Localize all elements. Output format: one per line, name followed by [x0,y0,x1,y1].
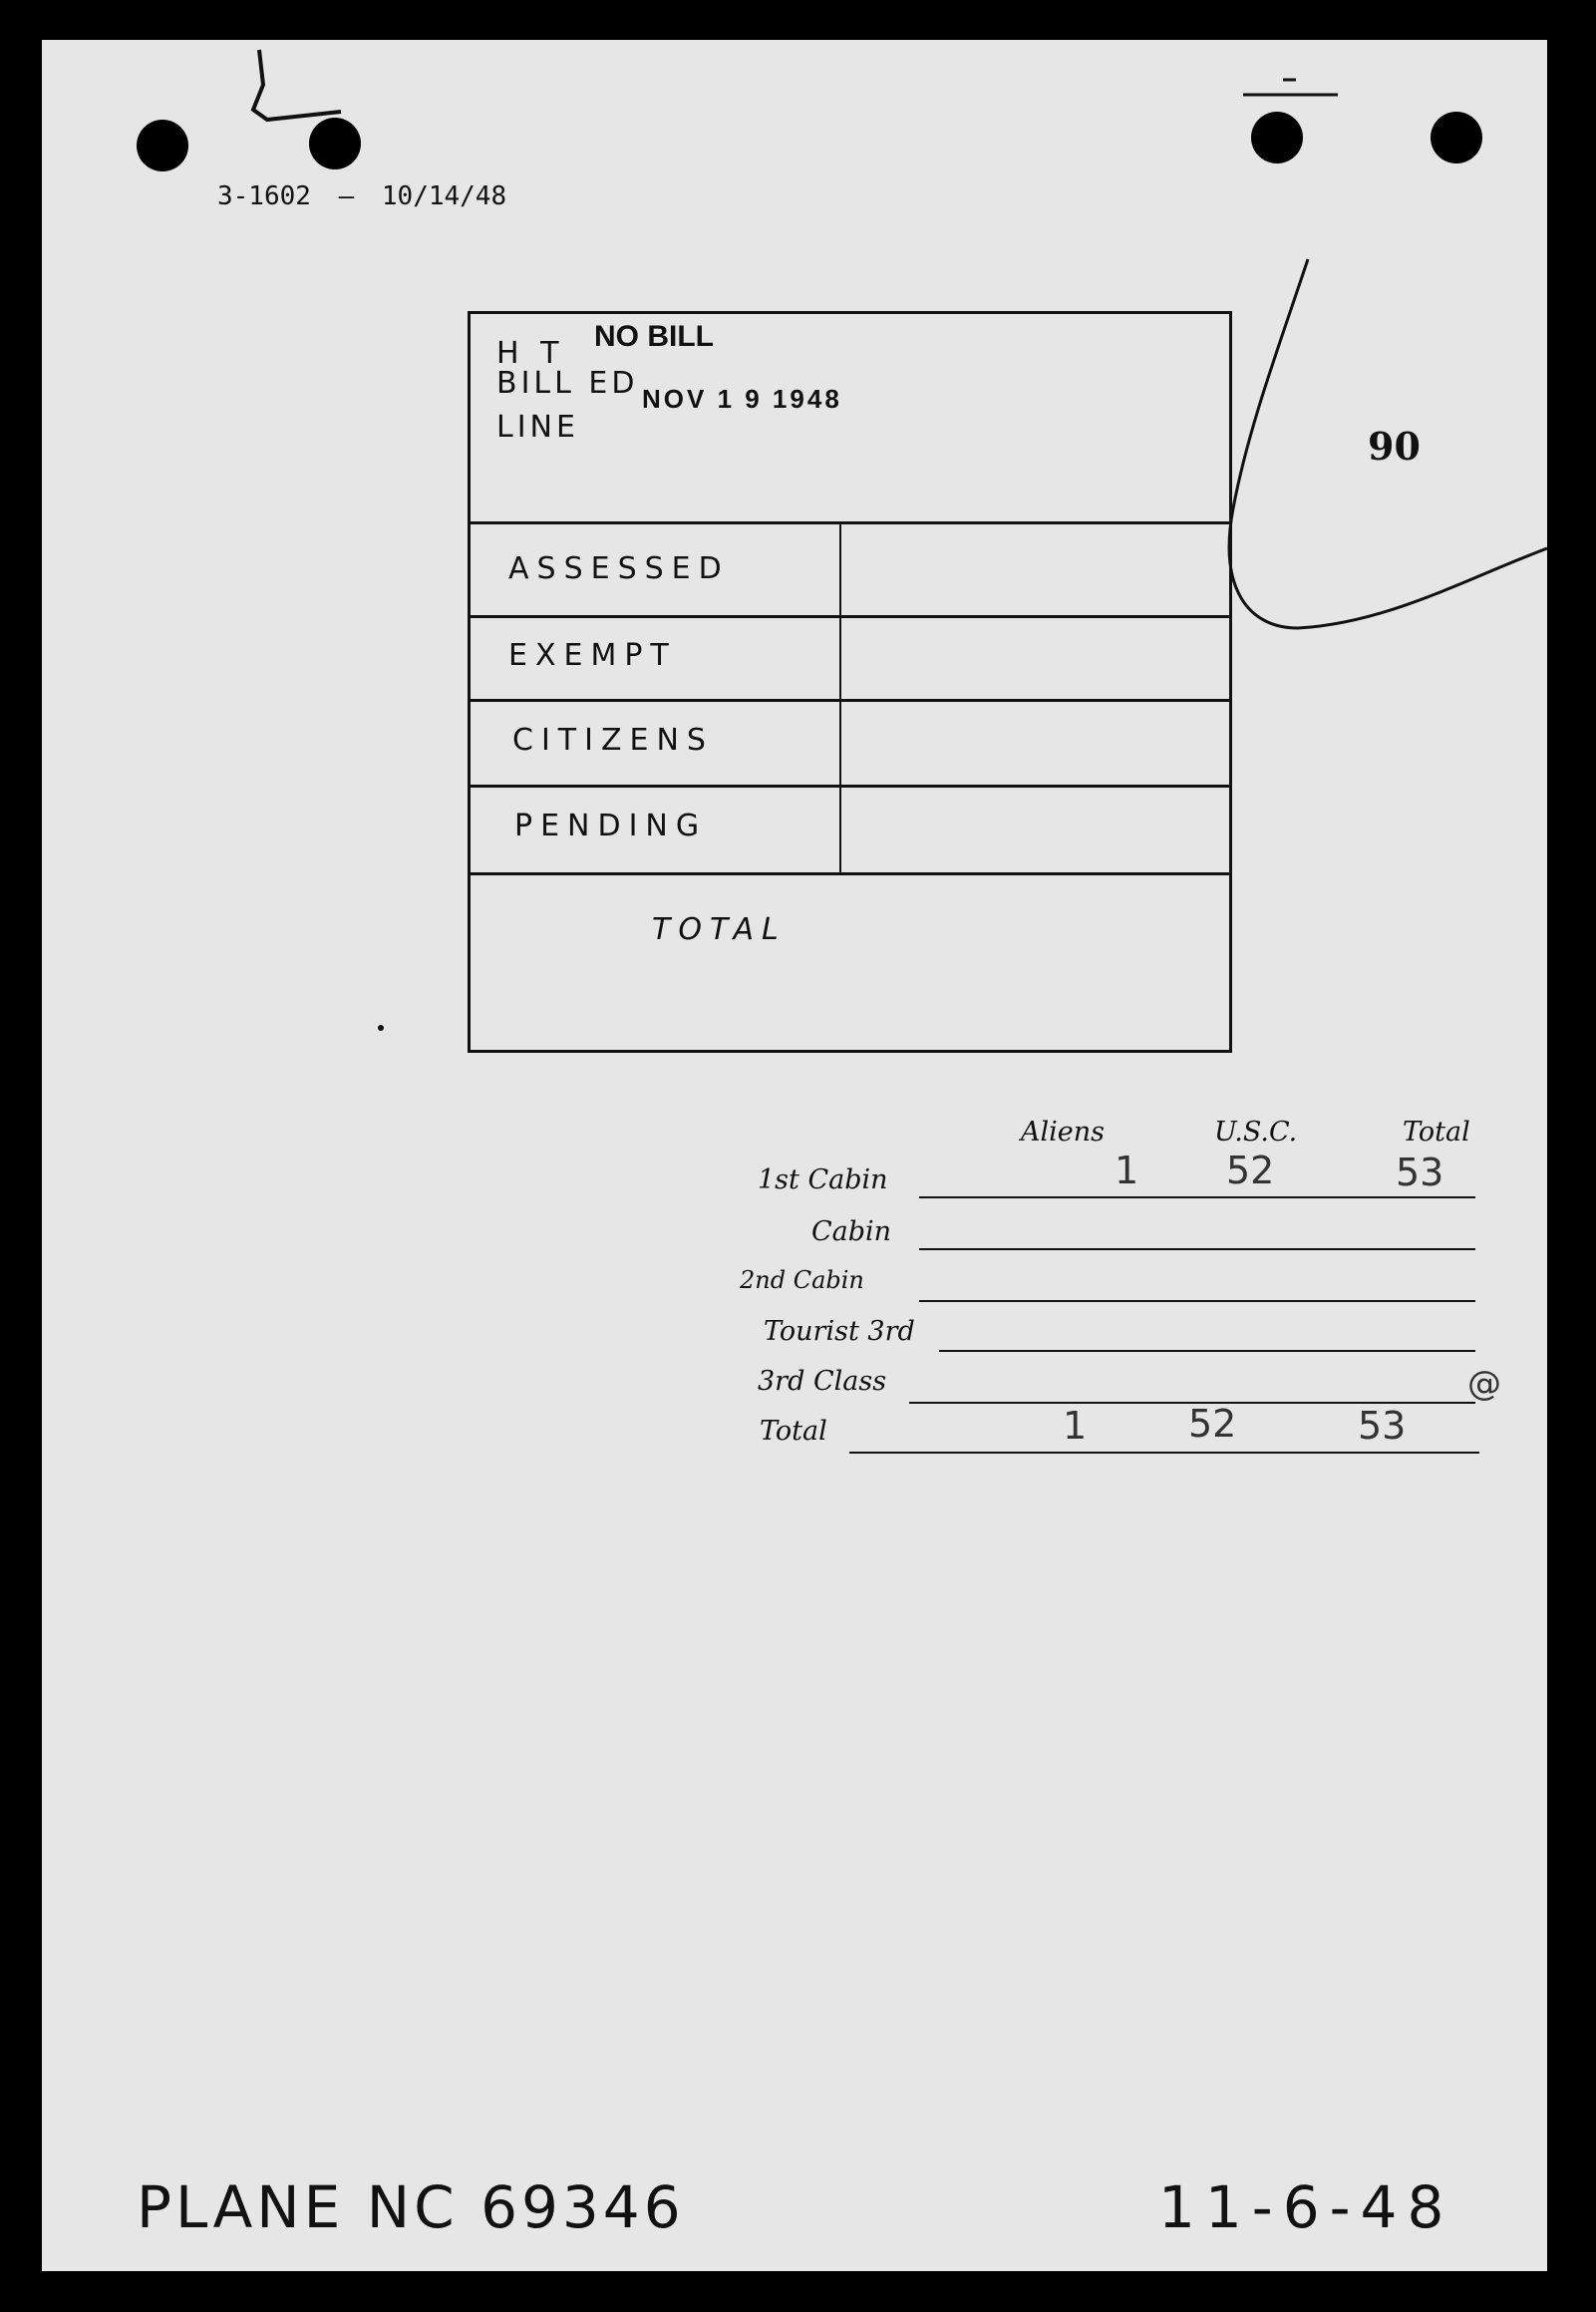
row-line-2nd-cabin [919,1300,1475,1302]
line-ht: H T [496,336,565,371]
no-bill-stamp: NO BILL [594,320,714,353]
row-line-cabin [919,1248,1475,1250]
box-divider-header [471,521,1229,524]
row-1st-cabin-aliens: 1 [1115,1149,1139,1192]
row-1st-cabin-usc: 52 [1226,1149,1275,1192]
column-aliens: Aliens [1021,1117,1105,1148]
row-label-3rd-class: 3rd Class [758,1366,887,1397]
row-label-2nd-cabin: 2nd Cabin [740,1266,864,1294]
box-column-divider [839,523,841,874]
footer-date: 11-6-48 [1158,2173,1454,2241]
reference-number: 3-1602 [217,181,311,211]
date-stamp: NOV 1 9 1948 [642,384,842,414]
row-total-usc: 52 [1188,1402,1237,1446]
box-divider-2 [471,699,1229,702]
document-page [42,40,1547,2271]
row-label-exempt: EXEMPT [508,638,677,673]
row-label-citizens: CITIZENS [512,723,714,758]
top-pen-marks [42,40,1547,179]
curved-pen-line [1188,249,1547,678]
column-usc: U.S.C. [1214,1117,1298,1148]
footer-plane-number: PLANE NC 69346 [137,2173,685,2241]
row-label-total: Total [760,1416,827,1447]
row-line-1st-cabin [919,1196,1475,1198]
box-divider-4 [471,872,1229,875]
column-total: Total [1403,1117,1470,1148]
line-billed: BILL ED [496,366,639,401]
reference-dash: — [338,181,355,211]
row-1st-cabin-total: 53 [1396,1151,1444,1194]
stray-dot [378,1025,384,1031]
page-number: 90 [1368,424,1421,469]
row-total-total: 53 [1358,1404,1407,1448]
row-label-total: TOTAL [652,912,787,947]
reference-date: 10/14/48 [381,181,507,211]
row-label-cabin: Cabin [811,1216,892,1247]
box-divider-1 [471,615,1229,618]
box-divider-3 [471,785,1229,788]
row-line-total [849,1452,1479,1454]
row-label-pending: PENDING [514,809,708,843]
row-label-tourist-3rd: Tourist 3rd [764,1316,915,1347]
document-reference [217,181,506,211]
billing-stamp-box [468,311,1232,1053]
margin-mark: @ [1467,1364,1501,1404]
row-label-assessed: ASSESSED [508,551,730,586]
row-label-1st-cabin: 1st Cabin [758,1164,888,1195]
row-total-aliens: 1 [1063,1404,1088,1448]
row-line-tourist-3rd [939,1350,1475,1352]
line-line: LINE [496,410,579,445]
